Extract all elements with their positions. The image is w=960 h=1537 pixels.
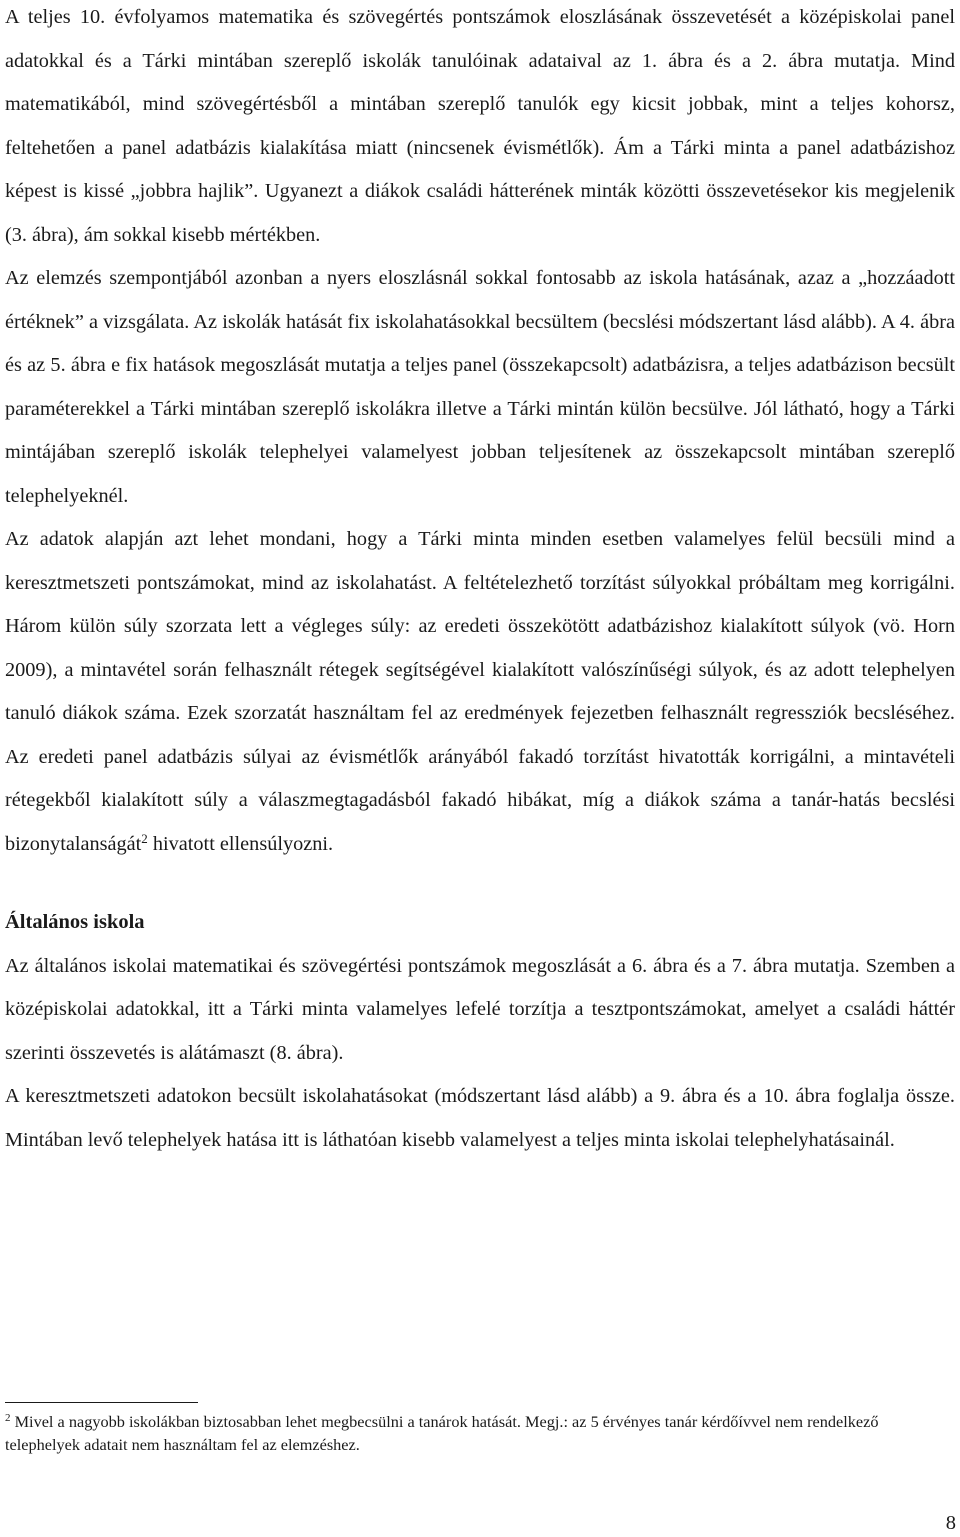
footnote-divider bbox=[5, 1402, 198, 1403]
document-page bbox=[5, 0, 955, 1162]
body-paragraph-1: A teljes 10. évfolyamos matematika és szövegértés pontszámok eloszlásának összevetését a középiskolai panel adatokkal és a Tárki mintában szereplő iskolák tanulóinak adataival az 1. ábra és a 2. ábra mutatja. Mind matematikából, mind szövegértésből a mintában szereplő tanulók egy kicsit jobbak, mint a teljes kohorsz, feltehetően a panel adatbázis kialakítása miatt (nincsenek évismétlők). Ám a Tárki minta a panel adatbázishoz képest is kissé „jobbra hajlik”. Ugyanezt a diákok családi hátterének minták közötti összevetésekor kis megjelenik (3. ábra), ám sokkal kisebb mértékben. bbox=[5, 6, 955, 246]
body-paragraph-2: Az elemzés szempontjából azonban a nyers eloszlásnál sokkal fontosabb az iskola hatásának, azaz a „hozzáadott értéknek” a vizsgálata. Az iskolák hatását fix iskolahatásokkal becsültem (becslési módszertant lásd alább). A 4. ábra és az 5. ábra e fix hatások megoszlását mutatja a teljes panel (összekapcsolt) adatbázisra, a teljes adatbázison becsült paraméterekkel a Tárki mintában szereplő iskolákra illetve a Tárki mintán külön becsülve. Jól látható, hogy a Tárki mintájában szereplő iskolák telephelyei valamelyest jobban teljesítenek az összekapcsolt mintában szereplő telephelyeknél. bbox=[5, 267, 955, 507]
footnote-marker: 2 bbox=[5, 1412, 11, 1424]
body-paragraph-5: A keresztmetszeti adatokon becsült iskolahatásokat (módszertant lásd alább) a 9. ábra és a 10. ábra foglalja össze. Mintában levő telephelyek hatása itt is láthatóan kisebb valamelyest a teljes minta iskolai telephelyhatásainál. bbox=[5, 1085, 955, 1151]
footnote-text: Mivel a nagyobb iskolákban biztosabban lehet megbecsülni a tanárok hatását. Megj.: az 5 érvényes tanár kérdőívvel nem rendelkező telephelyek adatait nem használtam fel az elemzéshez. bbox=[5, 1412, 879, 1454]
footnote bbox=[5, 1410, 955, 1456]
body-paragraph-3 bbox=[5, 518, 955, 866]
paragraph-3-text-end: hivatott ellensúlyozni. bbox=[147, 832, 334, 855]
page-number: 8 bbox=[945, 1512, 956, 1534]
footnote-reference: 2 bbox=[141, 830, 148, 846]
body-paragraph-4: Az általános iskolai matematikai és szövegértési pontszámok megoszlását a 6. ábra és a 7. ábra mutatja. Szemben a középiskolai adatokkal, itt a Tárki minta valamelyes lefelé torzítja a tesztpontszámokat, amelyet a családi háttér szerinti összevetés is alátámaszt (8. ábra). bbox=[5, 954, 955, 1064]
section-heading: Általános iskola bbox=[5, 911, 145, 933]
paragraph-3-text: Az adatok alapján azt lehet mondani, hogy a Tárki minta minden esetben valamelyes felül becsüli mind a keresztmetszeti pontszámokat, mind az iskolahatást. A feltételezhető torzítást súlyokkal próbáltam meg korrigálni. Három külön súly szorzata lett a végleges súly: az eredeti összekötött adatbázishoz kialakított súlyok (vö. Horn 2009), a mintavétel során felhasznált rétegek segítségével kialakított valószínűségi súlyok, és az adott telephelyen tanuló diákok száma. Ezek szorzatát használtam fel az eredmények fejezetben felhasznált regressziók becsléséhez. Az eredeti panel adatbázis súlyai az évismétlők arányából fakadó torzítást hivatották korrigálni, a mintavételi rétegekből kialakított súly a válaszmegtagadásból fakadó hibákat, míg a diákok száma a tanár-hatás becslési bizonytalanságát bbox=[5, 528, 955, 855]
